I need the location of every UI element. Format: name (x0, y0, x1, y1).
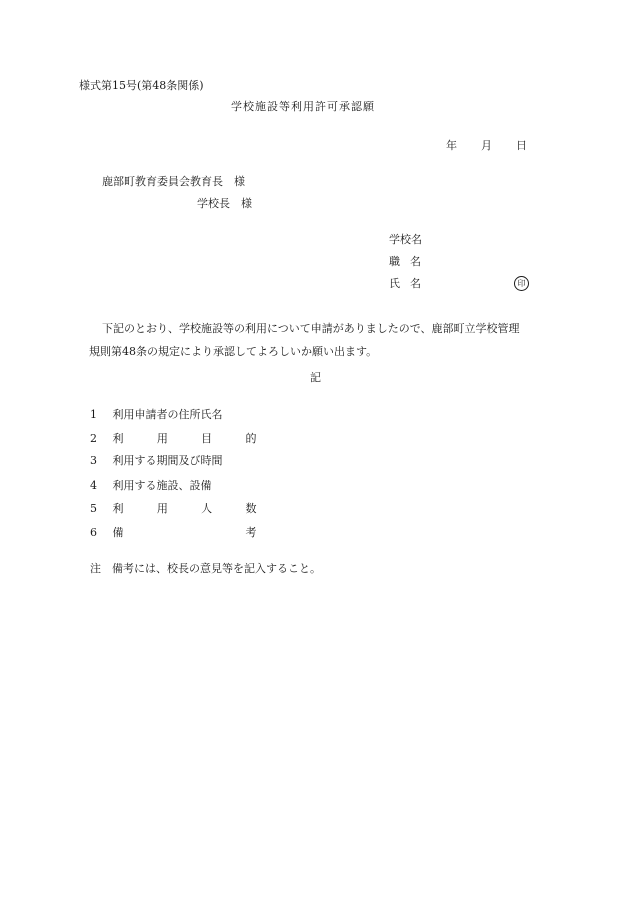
item-6 (90, 527, 257, 538)
item-label-char: 用 (156, 432, 168, 445)
item-number: 2 (90, 432, 97, 445)
item-3 (90, 455, 223, 466)
item-label-char: 考 (245, 526, 257, 539)
addressee-principal: 学校長 様 (197, 197, 252, 210)
position-label-char: 名 (410, 255, 421, 268)
item-number: 5 (90, 502, 97, 515)
document-title: 学校施設等利用許可承認願 (231, 100, 375, 113)
item-1 (90, 409, 223, 420)
item-label (113, 527, 257, 538)
item-label (113, 433, 257, 444)
item-label: 利用申請者の住所氏名 (112, 408, 223, 421)
item-label-char: 人 (201, 502, 213, 515)
item-label: 利用する期間及び時間 (112, 454, 223, 467)
item-label: 利用する施設、設備 (112, 479, 212, 492)
item-label-char: 目 (201, 432, 213, 445)
ki-heading: 記 (310, 371, 321, 384)
item-number: 3 (90, 454, 97, 467)
item-number: 1 (90, 408, 97, 421)
addressee-superintendent: 鹿部町教育委員会教育長 様 (102, 175, 245, 188)
item-5 (90, 503, 257, 514)
item-2 (90, 433, 257, 444)
position-label (389, 256, 421, 267)
body-paragraph-line: 規則第48条の規定により承認してよろしいか願い出ます。 (89, 345, 378, 358)
item-label-char: 数 (245, 502, 257, 515)
item-label-char: 備 (112, 526, 124, 539)
form-number: 様式第15号(第48条関係) (79, 79, 204, 92)
name-label (389, 278, 421, 289)
name-label-char: 名 (410, 277, 421, 290)
item-label-char: 的 (245, 432, 257, 445)
date-month: 月 (481, 139, 492, 152)
name-label-char: 氏 (389, 277, 400, 290)
position-label-char: 職 (389, 255, 400, 268)
item-number: 6 (90, 526, 97, 539)
date-year: 年 (446, 139, 457, 152)
item-label-char: 用 (156, 502, 168, 515)
item-label-char: 利 (112, 502, 124, 515)
item-4 (90, 480, 212, 491)
school-name-label: 学校名 (389, 233, 422, 246)
seal-mark: 印 (514, 276, 529, 291)
item-label (113, 503, 257, 514)
body-paragraph-line: 下記のとおり、学校施設等の利用について申請がありましたので、鹿部町立学校管理 (102, 322, 520, 335)
item-label-char: 利 (112, 432, 124, 445)
note-text: 注 備考には、校長の意見等を記入すること。 (90, 562, 321, 575)
item-number: 4 (90, 479, 97, 492)
date-day: 日 (516, 139, 527, 152)
body-paragraph (89, 317, 551, 363)
